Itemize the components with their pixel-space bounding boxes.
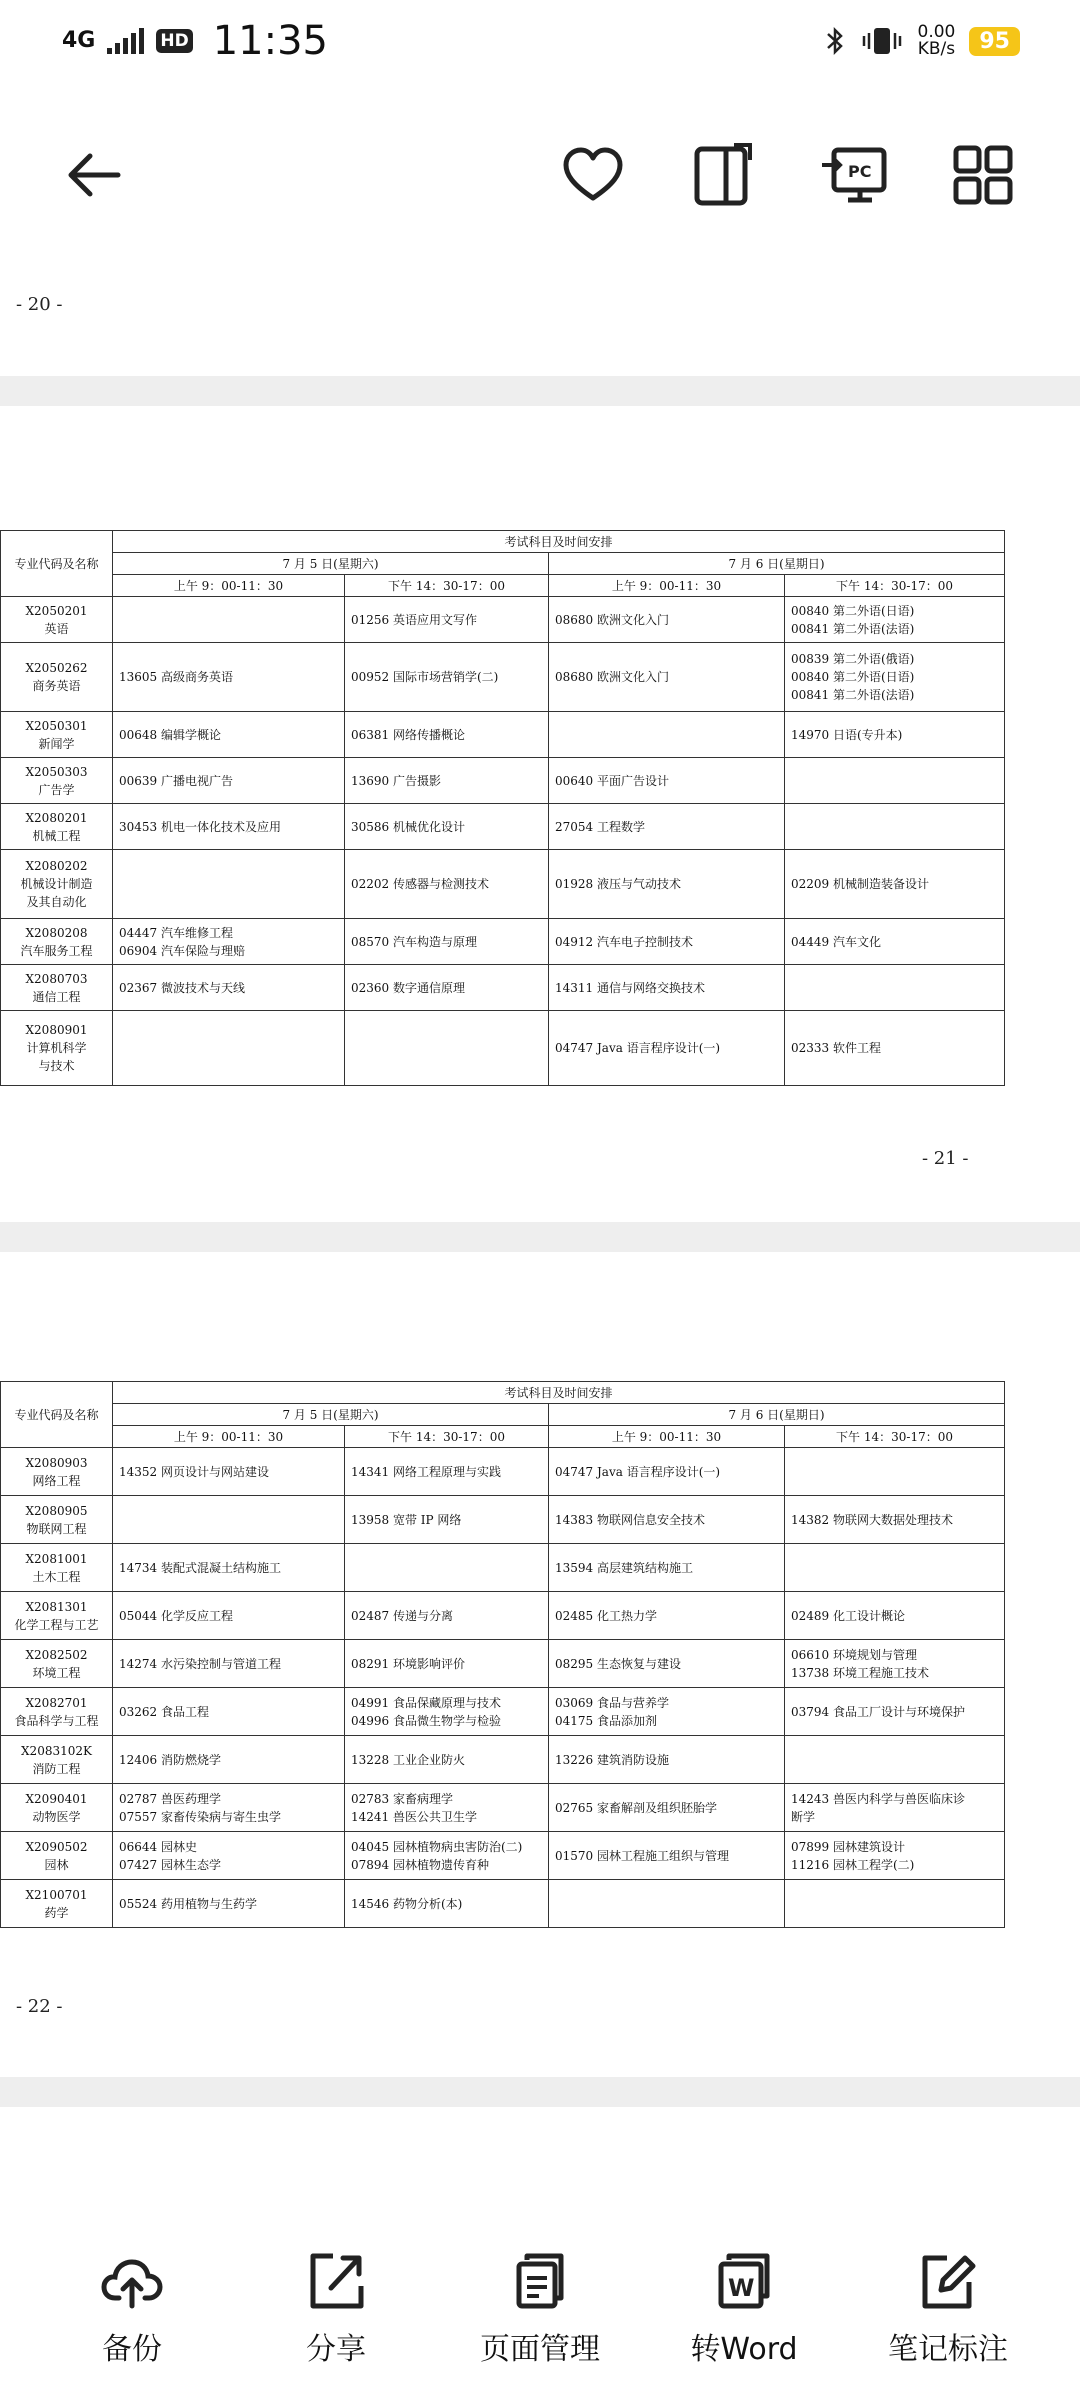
session-header-0: 上午 9：00-11：30 <box>113 1426 345 1448</box>
page-number-22: - 22 - <box>16 1996 63 2017</box>
subject-cell: 04747 Java 语言程序设计(一) <box>549 1448 785 1496</box>
table-row <box>1 1544 1005 1592</box>
subject-cell: 08291 环境影响评价 <box>345 1640 549 1688</box>
subject-cell: 02787 兽医药理学 07557 家畜传染病与寄生虫学 <box>113 1784 345 1832</box>
subject-cell: 06644 园林史 07427 园林生态学 <box>113 1832 345 1880</box>
major-cell: X2081301 化学工程与工艺 <box>1 1592 113 1640</box>
subject-cell: 04045 园林植物病虫害防治(二) 07894 园林植物遗传育种 <box>345 1832 549 1880</box>
page-manage-button[interactable] <box>460 2250 620 2368</box>
day2-header: 7 月 6 日(星期日) <box>549 1404 1005 1426</box>
table-row <box>1 1736 1005 1784</box>
subject-cell: 13228 工业企业防火 <box>345 1736 549 1784</box>
svg-text:PC: PC <box>848 162 872 181</box>
table-row <box>1 1448 1005 1496</box>
page-separator <box>0 376 1080 406</box>
table-row <box>1 712 1005 758</box>
subject-cell: 03262 食品工程 <box>113 1688 345 1736</box>
subject-cell: 01256 英语应用文写作 <box>345 597 549 643</box>
notes-label: 笔记标注 <box>888 2332 1008 2367</box>
battery-level: 95 <box>969 27 1020 56</box>
hd-badge: HD <box>156 29 192 53</box>
status-bar <box>0 0 1080 90</box>
page-number-20: - 20 - <box>16 294 63 315</box>
subject-cell: 30453 机电一体化技术及应用 <box>113 804 345 850</box>
major-header: 专业代码及名称 <box>1 531 113 597</box>
subject-cell: 02485 化工热力学 <box>549 1592 785 1640</box>
favorite-button[interactable] <box>558 140 628 210</box>
schedule-table-1 <box>0 530 1005 1086</box>
signal-icon <box>107 28 144 54</box>
network-speed <box>918 24 956 58</box>
major-cell: X2080903 网络工程 <box>1 1448 113 1496</box>
subject-cell: 13594 高层建筑结构施工 <box>549 1544 785 1592</box>
subject-cell: 06381 网络传播概论 <box>345 712 549 758</box>
session-header-1: 下午 14：30-17：00 <box>345 575 549 597</box>
major-cell: X2050301 新闻学 <box>1 712 113 758</box>
subject-cell: 00640 平面广告设计 <box>549 758 785 804</box>
subject-cell <box>785 1448 1005 1496</box>
subject-cell: 01570 园林工程施工组织与管理 <box>549 1832 785 1880</box>
subject-cell: 13690 广告摄影 <box>345 758 549 804</box>
day1-header: 7 月 5 日(星期六) <box>113 1404 549 1426</box>
subject-cell: 00648 编辑学概论 <box>113 712 345 758</box>
table-row <box>1 643 1005 712</box>
subject-cell <box>785 804 1005 850</box>
session-header-0: 上午 9：00-11：30 <box>113 575 345 597</box>
subject-cell: 04747 Java 语言程序设计(一) <box>549 1011 785 1086</box>
subject-cell: 03794 食品工厂设计与环境保护 <box>785 1688 1005 1736</box>
speed-unit: KB/s <box>917 39 956 59</box>
major-cell: X2080901 计算机科学 与技术 <box>1 1011 113 1086</box>
schedule-title-header: 考试科目及时间安排 <box>113 531 1005 553</box>
table-row <box>1 1640 1005 1688</box>
major-header: 专业代码及名称 <box>1 1382 113 1448</box>
subject-cell: 02489 化工设计概论 <box>785 1592 1005 1640</box>
subject-cell: 12406 消防燃烧学 <box>113 1736 345 1784</box>
subject-cell: 02367 微波技术与天线 <box>113 965 345 1011</box>
subject-cell: 14734 装配式混凝土结构施工 <box>113 1544 345 1592</box>
share-button[interactable] <box>256 2250 416 2368</box>
network-type: 4G <box>62 28 96 53</box>
major-cell: X2080202 机械设计制造 及其自动化 <box>1 850 113 919</box>
subject-cell <box>549 1880 785 1928</box>
grid-icon <box>948 140 1018 210</box>
subject-cell <box>785 758 1005 804</box>
subject-cell: 04447 汽车维修工程 06904 汽车保险与理赔 <box>113 919 345 965</box>
subject-cell: 04449 汽车文化 <box>785 919 1005 965</box>
subject-cell: 14383 物联网信息安全技术 <box>549 1496 785 1544</box>
subject-cell: 14341 网络工程原理与实践 <box>345 1448 549 1496</box>
table-row <box>1 919 1005 965</box>
table-row <box>1 850 1005 919</box>
notes-button[interactable] <box>868 2250 1028 2368</box>
day1-header: 7 月 5 日(星期六) <box>113 553 549 575</box>
subject-cell: 13958 宽带 IP 网络 <box>345 1496 549 1544</box>
session-header-2: 上午 9：00-11：30 <box>549 575 785 597</box>
subject-cell: 30586 机械优化设计 <box>345 804 549 850</box>
subject-cell: 02360 数字通信原理 <box>345 965 549 1011</box>
subject-cell: 14274 水污染控制与管道工程 <box>113 1640 345 1688</box>
subject-cell: 03069 食品与营养学 04175 食品添加剂 <box>549 1688 785 1736</box>
vibrate-icon <box>860 25 904 57</box>
word-convert-icon <box>713 2250 775 2312</box>
pc-cast-icon <box>818 140 888 210</box>
back-arrow-icon <box>60 140 130 210</box>
table-row <box>1 1832 1005 1880</box>
subject-cell: 27054 工程数学 <box>549 804 785 850</box>
major-cell: X2050201 英语 <box>1 597 113 643</box>
page-manage-label: 页面管理 <box>480 2332 600 2367</box>
subject-cell: 05524 药用植物与生药学 <box>113 1880 345 1928</box>
subject-cell: 08680 欧洲文化入门 <box>549 643 785 712</box>
major-cell: X2082502 环境工程 <box>1 1640 113 1688</box>
subject-cell: 08570 汽车构造与原理 <box>345 919 549 965</box>
convert-word-button[interactable] <box>664 2250 824 2368</box>
subject-cell: 00639 广播电视广告 <box>113 758 345 804</box>
session-header-3: 下午 14：30-17：00 <box>785 1426 1005 1448</box>
table-row <box>1 804 1005 850</box>
subject-cell: 14970 日语(专升本) <box>785 712 1005 758</box>
speed-value: 0.00 <box>917 22 956 42</box>
share-icon <box>305 2250 367 2312</box>
major-cell: X2080905 物联网工程 <box>1 1496 113 1544</box>
subject-cell <box>785 1544 1005 1592</box>
table-row <box>1 758 1005 804</box>
subject-cell: 14352 网页设计与网站建设 <box>113 1448 345 1496</box>
major-cell: X2050303 广告学 <box>1 758 113 804</box>
table-row <box>1 597 1005 643</box>
session-header-1: 下午 14：30-17：00 <box>345 1426 549 1448</box>
subject-cell: 13226 建筑消防设施 <box>549 1736 785 1784</box>
document-view[interactable] <box>0 262 1080 2112</box>
subject-cell <box>113 1011 345 1086</box>
major-cell: X2100701 药学 <box>1 1880 113 1928</box>
major-cell: X2080208 汽车服务工程 <box>1 919 113 965</box>
share-label: 分享 <box>306 2332 366 2367</box>
subject-cell: 00952 国际市场营销学(二) <box>345 643 549 712</box>
subject-cell: 08295 生态恢复与建设 <box>549 1640 785 1688</box>
schedule-title-header: 考试科目及时间安排 <box>113 1382 1005 1404</box>
subject-cell <box>113 1496 345 1544</box>
subject-cell: 00840 第二外语(日语) 00841 第二外语(法语) <box>785 597 1005 643</box>
major-cell: X2080703 通信工程 <box>1 965 113 1011</box>
subject-cell <box>113 597 345 643</box>
subject-cell: 14243 兽医内科学与兽医临床诊 断学 <box>785 1784 1005 1832</box>
subject-cell: 06610 环境规划与管理 13738 环境工程施工技术 <box>785 1640 1005 1688</box>
top-toolbar <box>0 110 1080 240</box>
heart-icon <box>558 140 628 210</box>
major-cell: X2081001 土木工程 <box>1 1544 113 1592</box>
schedule-table-2 <box>0 1381 1005 1928</box>
backup-label: 备份 <box>102 2332 162 2367</box>
table-row <box>1 1880 1005 1928</box>
subject-cell <box>345 1544 549 1592</box>
major-cell: X2080201 机械工程 <box>1 804 113 850</box>
page-view-icon <box>688 140 758 210</box>
page-number-21: - 21 - <box>922 1148 969 1169</box>
subject-cell <box>785 965 1005 1011</box>
convert-word-label: 转Word <box>690 2332 798 2367</box>
subject-cell: 02209 机械制造装备设计 <box>785 850 1005 919</box>
subject-cell <box>785 1736 1005 1784</box>
subject-cell <box>785 1880 1005 1928</box>
major-cell: X2082701 食品科学与工程 <box>1 1688 113 1736</box>
table-row <box>1 1688 1005 1736</box>
page-separator <box>0 1222 1080 1252</box>
cloud-upload-icon <box>101 2250 163 2312</box>
pc-cast-button[interactable] <box>818 140 888 210</box>
session-header-3: 下午 14：30-17：00 <box>785 575 1005 597</box>
clock: 11:35 <box>212 18 328 64</box>
note-edit-icon <box>917 2250 979 2312</box>
subject-cell: 14382 物联网大数据处理技术 <box>785 1496 1005 1544</box>
back-button[interactable] <box>60 140 130 210</box>
table-row <box>1 1784 1005 1832</box>
subject-cell: 00839 第二外语(俄语) 00840 第二外语(日语) 00841 第二外语(法语) <box>785 643 1005 712</box>
subject-cell: 01928 液压与气动技术 <box>549 850 785 919</box>
subject-cell: 14546 药物分析(本) <box>345 1880 549 1928</box>
major-cell: X2090502 园林 <box>1 1832 113 1880</box>
subject-cell: 08680 欧洲文化入门 <box>549 597 785 643</box>
grid-menu-button[interactable] <box>948 140 1018 210</box>
subject-cell: 02783 家畜病理学 14241 兽医公共卫生学 <box>345 1784 549 1832</box>
subject-cell: 13605 高级商务英语 <box>113 643 345 712</box>
page-separator <box>0 2077 1080 2107</box>
subject-cell: 02765 家畜解剖及组织胚胎学 <box>549 1784 785 1832</box>
subject-cell: 04991 食品保藏原理与技术 04996 食品微生物学与检验 <box>345 1688 549 1736</box>
subject-cell: 14311 通信与网络交换技术 <box>549 965 785 1011</box>
backup-button[interactable] <box>52 2250 212 2368</box>
subject-cell: 02202 传感器与检测技术 <box>345 850 549 919</box>
svg-text:W: W <box>728 2274 755 2302</box>
session-header-2: 上午 9：00-11：30 <box>549 1426 785 1448</box>
table-row <box>1 1011 1005 1086</box>
major-cell: X2050262 商务英语 <box>1 643 113 712</box>
page-view-button[interactable] <box>688 140 758 210</box>
major-cell: X2083102K 消防工程 <box>1 1736 113 1784</box>
bluetooth-icon <box>824 25 846 57</box>
pages-icon <box>509 2250 571 2312</box>
bottom-action-bar <box>0 2230 1080 2400</box>
major-cell: X2090401 动物医学 <box>1 1784 113 1832</box>
subject-cell <box>113 850 345 919</box>
subject-cell <box>345 1011 549 1086</box>
subject-cell: 05044 化学反应工程 <box>113 1592 345 1640</box>
subject-cell <box>549 712 785 758</box>
table-row <box>1 965 1005 1011</box>
day2-header: 7 月 6 日(星期日) <box>549 553 1005 575</box>
table-row <box>1 1592 1005 1640</box>
subject-cell: 07899 园林建筑设计 11216 园林工程学(二) <box>785 1832 1005 1880</box>
subject-cell: 02333 软件工程 <box>785 1011 1005 1086</box>
table-row <box>1 1496 1005 1544</box>
subject-cell: 04912 汽车电子控制技术 <box>549 919 785 965</box>
subject-cell: 02487 传递与分离 <box>345 1592 549 1640</box>
